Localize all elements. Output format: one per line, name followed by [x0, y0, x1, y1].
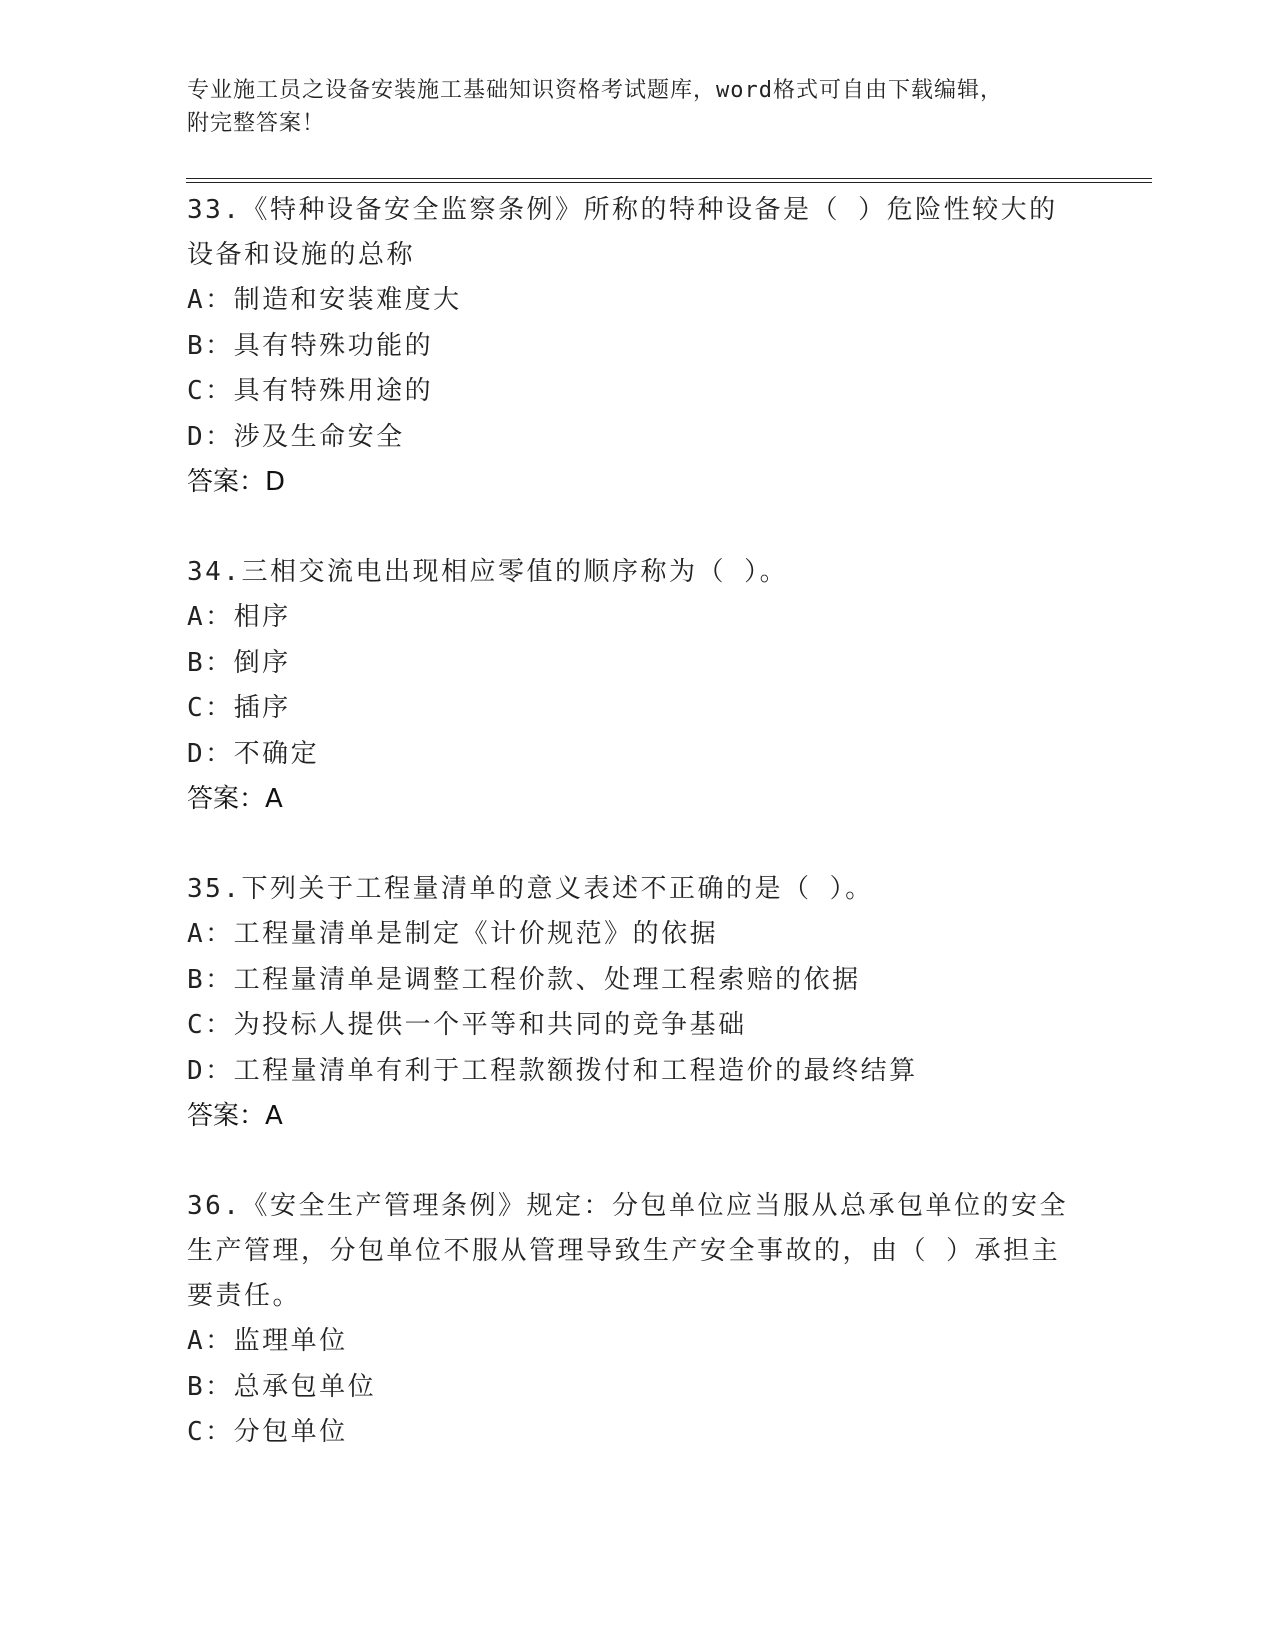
answer-line: 答案：A [187, 1101, 283, 1131]
question-spacer [187, 822, 1087, 867]
option-a: A：工程量清单是制定《计价规范》的依据 [187, 919, 719, 949]
question-stem-line: 33.《特种设备安全监察条例》所称的特种设备是（ ）危险性较大的 [187, 195, 1058, 225]
question-stem-line: 要责任。 [187, 1281, 302, 1311]
question-34 [187, 550, 1087, 822]
option-c: C：为投标人提供一个平等和共同的竞争基础 [187, 1010, 747, 1040]
question-stem-line: 35.下列关于工程量清单的意义表述不正确的是（ ）。 [187, 874, 874, 904]
option-a: A：制造和安装难度大 [187, 285, 462, 315]
option-d: D：工程量清单有利于工程款额拨付和工程造价的最终结算 [187, 1055, 918, 1086]
question-stem-line: 生产管理，分包单位不服从管理导致生产安全事故的，由（ ）承担主 [187, 1236, 1061, 1266]
option-c: C：分包单位 [187, 1417, 348, 1447]
question-list [187, 188, 1087, 1456]
option-b: B：工程量清单是调整工程价款、处理工程索赔的依据 [187, 964, 861, 995]
option-b: B：倒序 [187, 647, 291, 678]
option-b: B：具有特殊功能的 [187, 330, 434, 361]
option-d: D：涉及生命安全 [187, 421, 405, 452]
header-line-2: 附完整答案！ [187, 111, 326, 136]
option-a: A：相序 [187, 602, 291, 632]
header-line-1: 专业施工员之设备安装施工基础知识资格考试题库，word格式可自由下载编辑， [187, 78, 1003, 103]
option-c: C：具有特殊用途的 [187, 376, 434, 406]
answer-line: 答案：D [187, 467, 286, 497]
header-divider-bottom [186, 182, 1152, 183]
option-a: A：监理单位 [187, 1326, 348, 1356]
option-b: B：总承包单位 [187, 1371, 377, 1402]
header-divider-top [186, 178, 1152, 179]
question-36 [187, 1184, 1087, 1456]
option-d: D：不确定 [187, 738, 320, 769]
option-c: C：插序 [187, 693, 291, 723]
question-spacer [187, 505, 1087, 550]
question-stem-line: 设备和设施的总称 [187, 240, 416, 270]
question-stem-line: 34.三相交流电出现相应零值的顺序称为（ ）。 [187, 557, 789, 587]
question-35 [187, 867, 1087, 1139]
question-33 [187, 188, 1087, 505]
question-stem-line: 36.《安全生产管理条例》规定：分包单位应当服从总承包单位的安全 [187, 1191, 1068, 1221]
question-spacer [187, 1139, 1087, 1184]
document-header [187, 74, 1087, 140]
answer-line: 答案：A [187, 784, 283, 814]
